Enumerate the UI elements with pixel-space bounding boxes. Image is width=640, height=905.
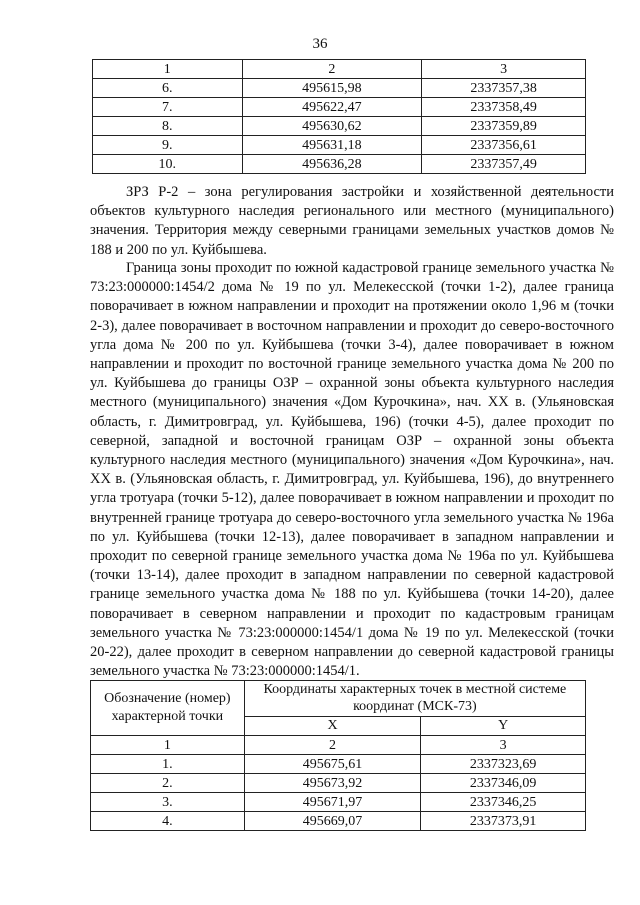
header-cell: 2 bbox=[242, 60, 422, 79]
table-row bbox=[93, 155, 586, 174]
table-row bbox=[91, 793, 586, 812]
x-header: X bbox=[244, 716, 421, 735]
header-cell: 3 bbox=[421, 736, 586, 755]
y-coordinate: 2337356,61 bbox=[422, 136, 586, 155]
table-row bbox=[91, 812, 586, 831]
point-number: 4. bbox=[91, 812, 245, 831]
point-number: 3. bbox=[91, 793, 245, 812]
point-number: 10. bbox=[93, 155, 243, 174]
x-coordinate: 495675,61 bbox=[244, 755, 421, 774]
y-coordinate: 2337373,91 bbox=[421, 812, 586, 831]
table-number-row bbox=[91, 736, 586, 755]
table-row bbox=[91, 774, 586, 793]
coordinates-table bbox=[90, 680, 586, 831]
x-coordinate: 495671,97 bbox=[244, 793, 421, 812]
point-number: 1. bbox=[91, 755, 245, 774]
header-cell: 3 bbox=[422, 60, 586, 79]
y-coordinate: 2337346,25 bbox=[421, 793, 586, 812]
point-number: 9. bbox=[93, 136, 243, 155]
table-header-row bbox=[91, 681, 586, 717]
zone-definition-paragraph bbox=[90, 183, 614, 260]
y-coordinate: 2337358,49 bbox=[422, 98, 586, 117]
point-number: 2. bbox=[91, 774, 245, 793]
table-row bbox=[93, 136, 586, 155]
x-coordinate: 495669,07 bbox=[244, 812, 421, 831]
table-row bbox=[93, 117, 586, 136]
x-coordinate: 495630,62 bbox=[242, 117, 422, 136]
point-designation-header: Обозначение (номер) характерной точки bbox=[91, 681, 245, 736]
x-coordinate: 495636,28 bbox=[242, 155, 422, 174]
header-cell: 1 bbox=[91, 736, 245, 755]
y-coordinate: 2337357,49 bbox=[422, 155, 586, 174]
y-coordinate: 2337357,38 bbox=[422, 79, 586, 98]
table-header-row bbox=[93, 60, 586, 79]
y-header: Y bbox=[421, 716, 586, 735]
x-coordinate: 495615,98 bbox=[242, 79, 422, 98]
paragraph-text: Граница зоны проходит по южной кадастровой границе земельного участка № 73:23:000000:1454/2 дома № 19 по ул. Мелекесской (точки 1-2), далее граница поворачивает в южном направлении и проходит на протяжении около 1,96 м (точки 2-3), далее поворачивает в восточном направлении и проходит до северо-восточного угла дома № 200 по ул. Куйбышева (точки 3-4), далее поворачивает в южном направлении и проходит по восточной границе земельного участка дома № 200 по ул. Куйбышева до границы ОЗР – охранной зоны объекта культурного наследия местного (муниципального) значения «Дом Курочкина», нач. XX в. (Ульяновская область, г. Димитровград, ул. Куйбышева, 196) (точки 4-5), далее проходит по северной, западной и восточной границам ОЗР – охранной зоны объекта культурного наследия местного (муниципального) значения «Дом Курочкина», нач. XX в. (Ульяновская область, г. Димитровград, ул. Куйбышева, 196), до внутреннего угла тротуара (точки 5-12), далее поворачивает в южном направлении и проходит по внутренней границе тротуара до северо-восточного угла земельного участка № 196а по ул. Куйбышева (точки 12-13), далее поворачивает в западном направлении и проходит по северной границе земельного участка дома № 196а по ул. Куйбышева (точки 13-14), далее проходит в западном направлении по северной кадастровой границе земельного участка дома № 188 по ул. Куйбышева (точки 14-20), далее поворачивает в северном направлении и проходит по кадастровым границам земельного участка № 73:23:000000:1454/1 дома № 19 по ул. Мелекесской (точки 20-22), далее проходит в северном направлении до северной кадастровой границы земельного участка № 73:23:000000:1454/1. bbox=[90, 260, 614, 680]
table-row bbox=[93, 79, 586, 98]
x-coordinate: 495622,47 bbox=[242, 98, 422, 117]
paragraph-text: ЗРЗ Р-2 – зона регулирования застройки и хозяйственной деятельности объектов культурного наследия регионального или местного (муниципального) значения. Территория между северными границами земельных участков домов № 188 и 200 по ул. Куйбышева. bbox=[90, 184, 614, 258]
point-number: 8. bbox=[93, 117, 243, 136]
boundary-description-paragraph bbox=[90, 259, 614, 681]
table-row bbox=[91, 755, 586, 774]
coordinates-table-continued bbox=[92, 59, 586, 174]
page-number: 36 bbox=[312, 36, 328, 52]
y-coordinate: 2337323,69 bbox=[421, 755, 586, 774]
header-cell: 2 bbox=[244, 736, 421, 755]
point-number: 6. bbox=[93, 79, 243, 98]
x-coordinate: 495673,92 bbox=[244, 774, 421, 793]
table-row bbox=[93, 98, 586, 117]
point-number: 7. bbox=[93, 98, 243, 117]
y-coordinate: 2337346,09 bbox=[421, 774, 586, 793]
coordinates-group-header: Координаты характерных точек в местной системе координат (МСК-73) bbox=[244, 681, 585, 717]
x-coordinate: 495631,18 bbox=[242, 136, 422, 155]
header-cell: 1 bbox=[93, 60, 243, 79]
y-coordinate: 2337359,89 bbox=[422, 117, 586, 136]
